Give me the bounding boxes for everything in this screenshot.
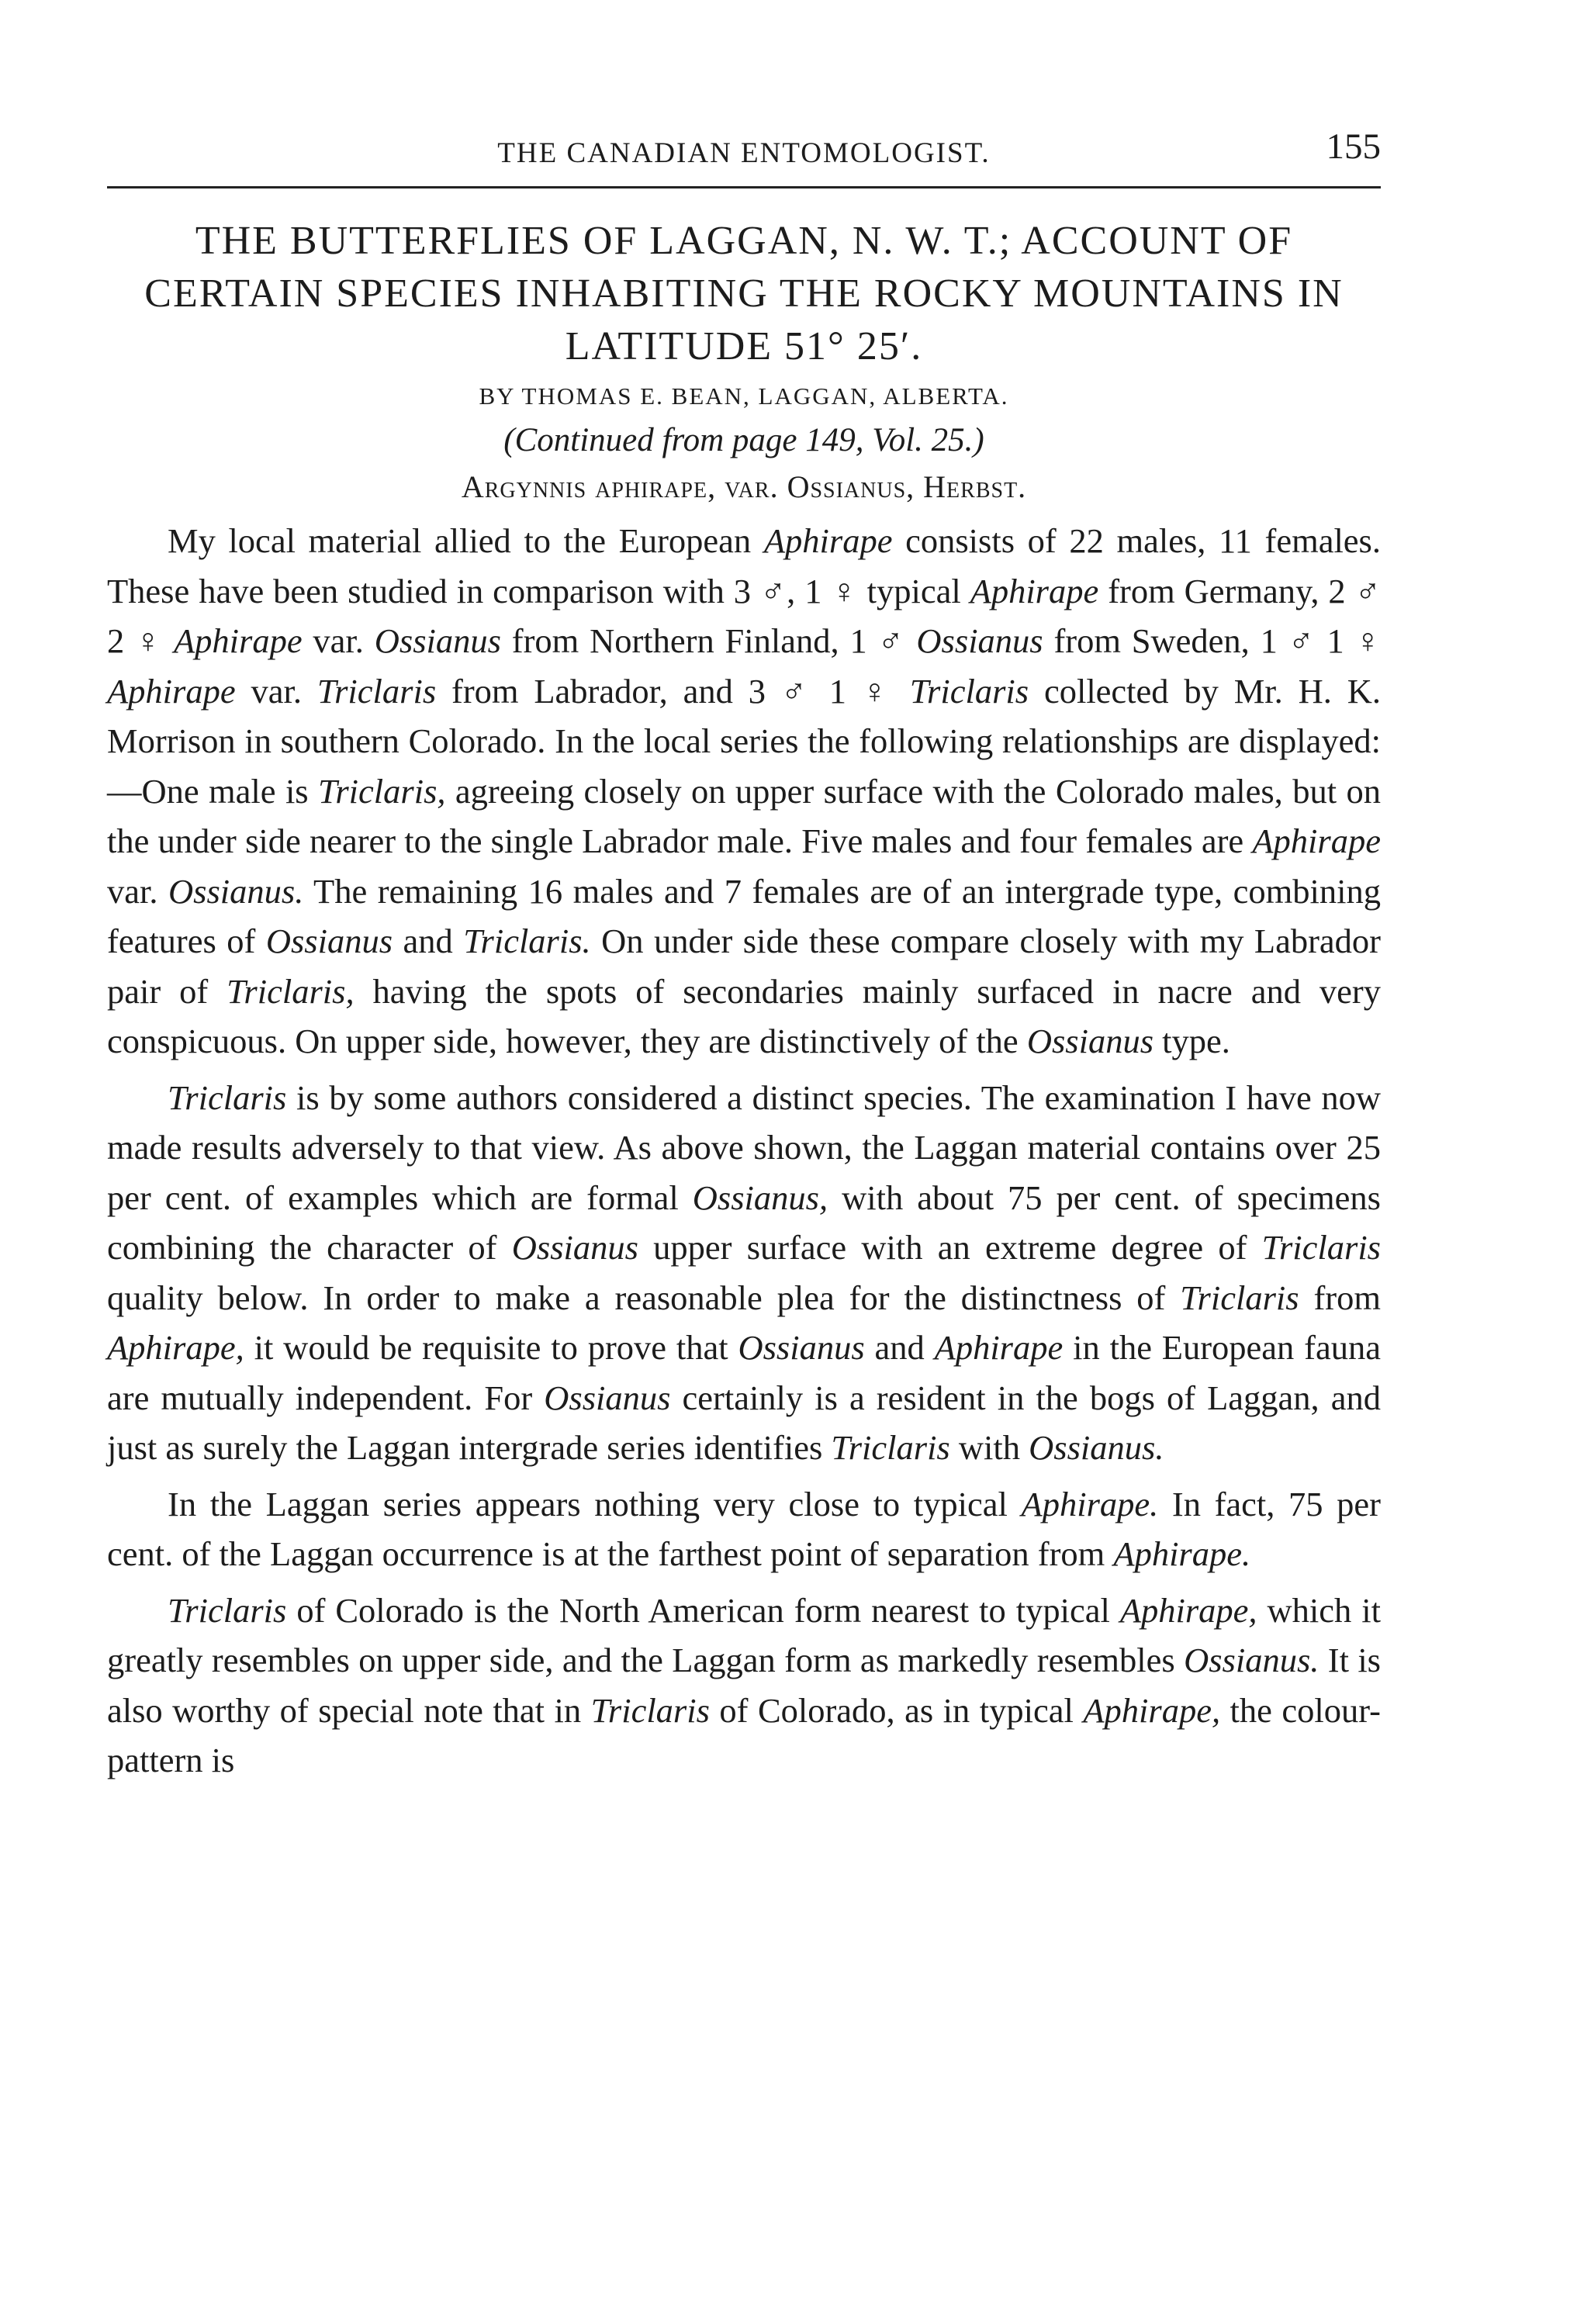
italic-term: Aphirape, — [1119, 1590, 1257, 1630]
italic-term: Triclaris — [1261, 1228, 1381, 1267]
text-run: having the spots of secondaries mainly surfaced in nacre and very conspicuous. On upper side, however, they are distinctively of the — [107, 971, 1381, 1060]
italic-term: Triclaris, — [227, 971, 355, 1011]
text-run: On under side these compare closely with my Labrador pair of — [107, 922, 1381, 1011]
text-run: var. — [235, 671, 317, 711]
text-run: It is also worthy of special note that in — [107, 1641, 1381, 1730]
text-run: of Colorado is the North American form nearest to typical — [286, 1590, 1120, 1630]
text-run: of Colorado, as in typical — [709, 1690, 1084, 1730]
italic-term: Triclaris — [831, 1428, 950, 1467]
italic-term: Ossianus, — [692, 1178, 828, 1217]
text-run: In fact, 75 per cent. of the Laggan occurrence is at the farthest point of separation from — [107, 1484, 1381, 1573]
text-run: var. — [302, 621, 375, 660]
journal-page — [107, 116, 1381, 1792]
text-run: type. — [1153, 1022, 1230, 1060]
text-run: agreeing closely on upper surface with the Colorado males, but on the under side nearer to the single Labrador male. Five males and four females are — [107, 771, 1381, 860]
italic-term: Triclaris — [909, 671, 1029, 711]
italic-term: Aphirape, — [107, 1328, 244, 1367]
italic-term: Triclaris — [168, 1077, 287, 1117]
paragraph — [107, 1073, 1381, 1473]
text-run: from Labrador, and 3 ♂ 1 ♀ — [436, 671, 910, 711]
italic-term: Triclaris. — [463, 922, 591, 960]
italic-term: Ossianus — [1026, 1022, 1154, 1060]
text-run: collected by Mr. H. K. Morrison in southern Colorado. In the local series the following relationships are displayed:—One male is — [107, 671, 1381, 811]
italic-term: Triclaris — [168, 1590, 287, 1630]
text-run: var. — [107, 871, 169, 911]
italic-term: Aphirape. — [1113, 1534, 1251, 1573]
paragraph — [107, 1479, 1381, 1579]
italic-term: Triclaris, — [318, 771, 446, 811]
article-title: THE BUTTERFLIES OF LAGGAN, N. W. T.; ACCOUNT OF CERTAIN SPECIES INHABITING THE ROCKY MOUNTAINS IN LATITUDE 51° 25′. — [144, 219, 1344, 368]
text-run: The remaining 16 males and 7 females are of an intergrade type, combining features of — [107, 871, 1381, 960]
running-head — [107, 116, 1381, 188]
journal-title: THE CANADIAN ENTOMOLOGIST. — [497, 137, 991, 169]
text-run: upper surface with an extreme degree of — [638, 1228, 1262, 1267]
text-run: is by some authors considered a distinct species. The examination I have now made results adversely to that view. As above shown, the Laggan material contains over 25 per cent. of examples which are formal — [107, 1077, 1381, 1217]
text-run: from — [1299, 1278, 1381, 1317]
text-run: it would be requisite to prove that — [244, 1328, 738, 1367]
italic-term: Ossianus — [265, 922, 393, 960]
text-run: which it greatly resembles on upper side, and the Laggan form as markedly resembles — [107, 1590, 1381, 1679]
text-run: My local material allied to the European — [168, 521, 764, 560]
italic-term: Ossianus — [511, 1228, 638, 1267]
text-run: and — [864, 1328, 935, 1367]
italic-term: Ossianus. — [168, 871, 304, 911]
text-run: and — [393, 922, 464, 960]
italic-term: Triclaris — [1180, 1278, 1299, 1317]
italic-term: Aphirape. — [1021, 1484, 1159, 1523]
text-run: quality below. In order to make a reasonable plea for the distinctness of — [107, 1278, 1181, 1317]
text-run: In the Laggan series appears nothing very close to typical — [168, 1484, 1022, 1523]
page-number: 155 — [1326, 126, 1381, 167]
italic-term: Ossianus. — [1029, 1428, 1164, 1467]
italic-term: Aphirape — [1252, 821, 1381, 860]
italic-term: Ossianus — [374, 621, 501, 660]
text-run: consists of 22 males, 11 females. These have been studied in comparison with 3 ♂, 1 ♀ typical — [107, 521, 1382, 610]
text-run: in the European fauna are mutually independent. For — [107, 1328, 1381, 1417]
italic-term: Ossianus — [544, 1378, 671, 1417]
text-run: certainly is a resident in the bogs of Laggan, and just as surely the Laggan intergrade series identifies — [107, 1378, 1382, 1467]
body-text — [107, 516, 1381, 1786]
text-run: with about 75 per cent. of specimens combining the character of — [107, 1178, 1381, 1267]
byline: BY THOMAS E. BEAN, LAGGAN, ALBERTA. — [479, 382, 1009, 410]
italic-term: Triclaris — [590, 1690, 710, 1730]
text-run: from Sweden, 1 ♂ 1 ♀ — [1043, 621, 1382, 660]
italic-term: Aphirape — [970, 571, 1099, 610]
italic-term: Ossianus — [916, 621, 1043, 660]
text-run: from Northern Finland, 1 ♂ — [500, 621, 917, 660]
text-run: from Germany, 2 ♂ 2 ♀ — [107, 571, 1381, 660]
paragraph — [107, 1586, 1381, 1786]
text-run: the colour-pattern is — [107, 1690, 1381, 1779]
section-heading: Argynnis aphirape, var. Ossianus, Herbst. — [461, 469, 1027, 504]
continuation-note: (Continued from page 149, Vol. 25.) — [503, 422, 984, 458]
italic-term: Aphirape, — [1083, 1690, 1221, 1730]
paragraph — [107, 516, 1381, 1067]
italic-term: Aphirape — [173, 621, 303, 660]
italic-term: Aphirape — [107, 671, 236, 711]
italic-term: Triclaris — [316, 671, 437, 711]
italic-term: Aphirape — [763, 521, 893, 560]
italic-term: Aphirape — [934, 1328, 1064, 1367]
italic-term: Ossianus. — [1184, 1641, 1319, 1679]
text-run: with — [949, 1428, 1029, 1467]
italic-term: Ossianus — [738, 1328, 865, 1367]
